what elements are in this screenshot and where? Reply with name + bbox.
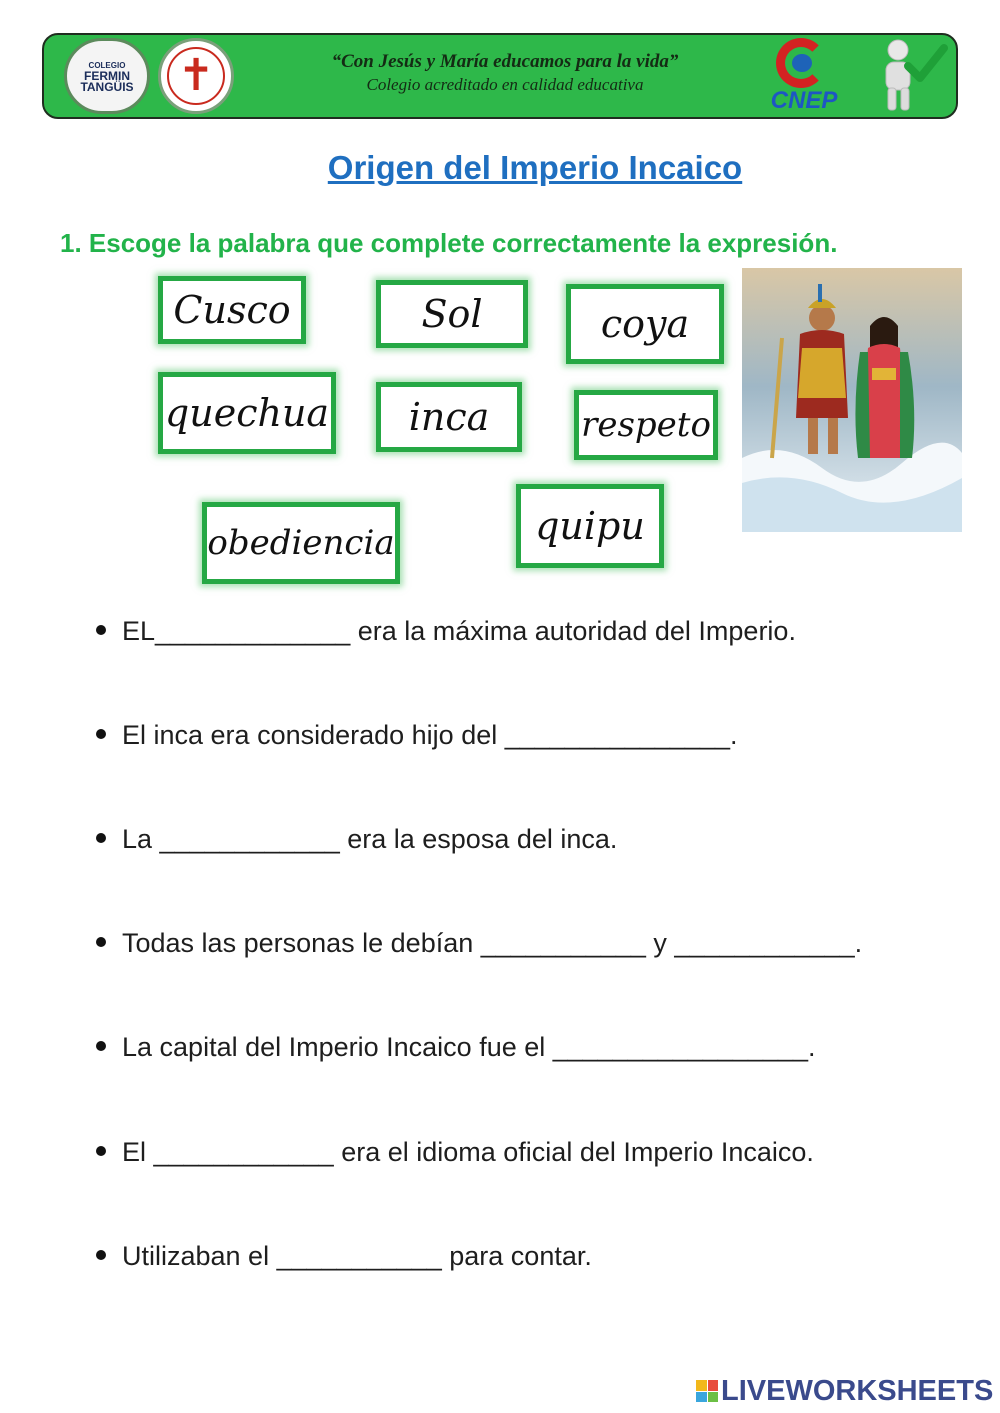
word-card-obediencia[interactable]: obediencia [202, 502, 400, 584]
sentence-6 [96, 1135, 814, 1169]
catholic-seal-icon [158, 38, 234, 114]
sentence-7 [96, 1239, 592, 1273]
sentence-1-text[interactable]: EL_____________ era la máxima autoridad del Imperio. [122, 616, 796, 646]
word-card-cusco[interactable]: Cusco [158, 276, 306, 344]
instruction: 1. Escoge la palabra que complete correctamente la expresión. [60, 228, 838, 258]
sentence-6-text[interactable]: El ____________ era el idioma oficial del Imperio Incaico. [122, 1137, 814, 1167]
checkmark-mascot-icon [868, 36, 948, 116]
cnep-logo [756, 38, 852, 114]
word-card-sol[interactable]: Sol [376, 280, 528, 348]
sentence-4-text[interactable]: Todas las personas le debían ___________ y ____________. [122, 928, 863, 958]
cross-icon: ✝ [177, 50, 215, 101]
page-title: Origen del Imperio Incaico [327, 149, 743, 186]
liveworksheets-icon [696, 1380, 718, 1402]
sentence-2 [96, 718, 737, 752]
word-card-inca[interactable]: inca [376, 382, 522, 452]
school-logo-line2: FERMIN [84, 68, 130, 83]
liveworksheets-brand: LIVEWORKSHEETS [721, 1375, 994, 1407]
school-logo-line1: COLEGIO [88, 60, 126, 70]
word-card-quechua[interactable]: quechua [158, 372, 336, 454]
sentence-2-text[interactable]: El inca era considerado hijo del _______________. [122, 720, 738, 750]
motto-text: “Con Jesús y María educamos para la vida” [331, 51, 679, 72]
sentence-3-text[interactable]: La ____________ era la esposa del inca. [122, 824, 618, 854]
liveworksheets-logo[interactable] [696, 1376, 993, 1406]
school-motto [260, 50, 750, 96]
sentence-5-text[interactable]: La capital del Imperio Incaico fue el _________________. [122, 1032, 816, 1062]
word-card-respeto[interactable]: respeto [574, 390, 718, 460]
sentence-4 [96, 926, 862, 960]
school-logo-line3: TANGÜIS [80, 79, 134, 94]
word-card-quipu[interactable]: quipu [516, 484, 664, 568]
word-card-coya[interactable]: coya [566, 284, 724, 364]
school-logo [64, 38, 150, 114]
sentence-1 [96, 614, 796, 648]
accreditation-text: Colegio acreditado en calidad educativa [366, 75, 644, 94]
sentence-3 [96, 822, 617, 856]
sentence-7-text[interactable]: Utilizaban el ___________ para contar. [122, 1241, 592, 1271]
sentence-5 [96, 1030, 816, 1064]
cnep-label: CNEP [770, 87, 838, 114]
inca-couple-illustration-icon [742, 268, 962, 532]
